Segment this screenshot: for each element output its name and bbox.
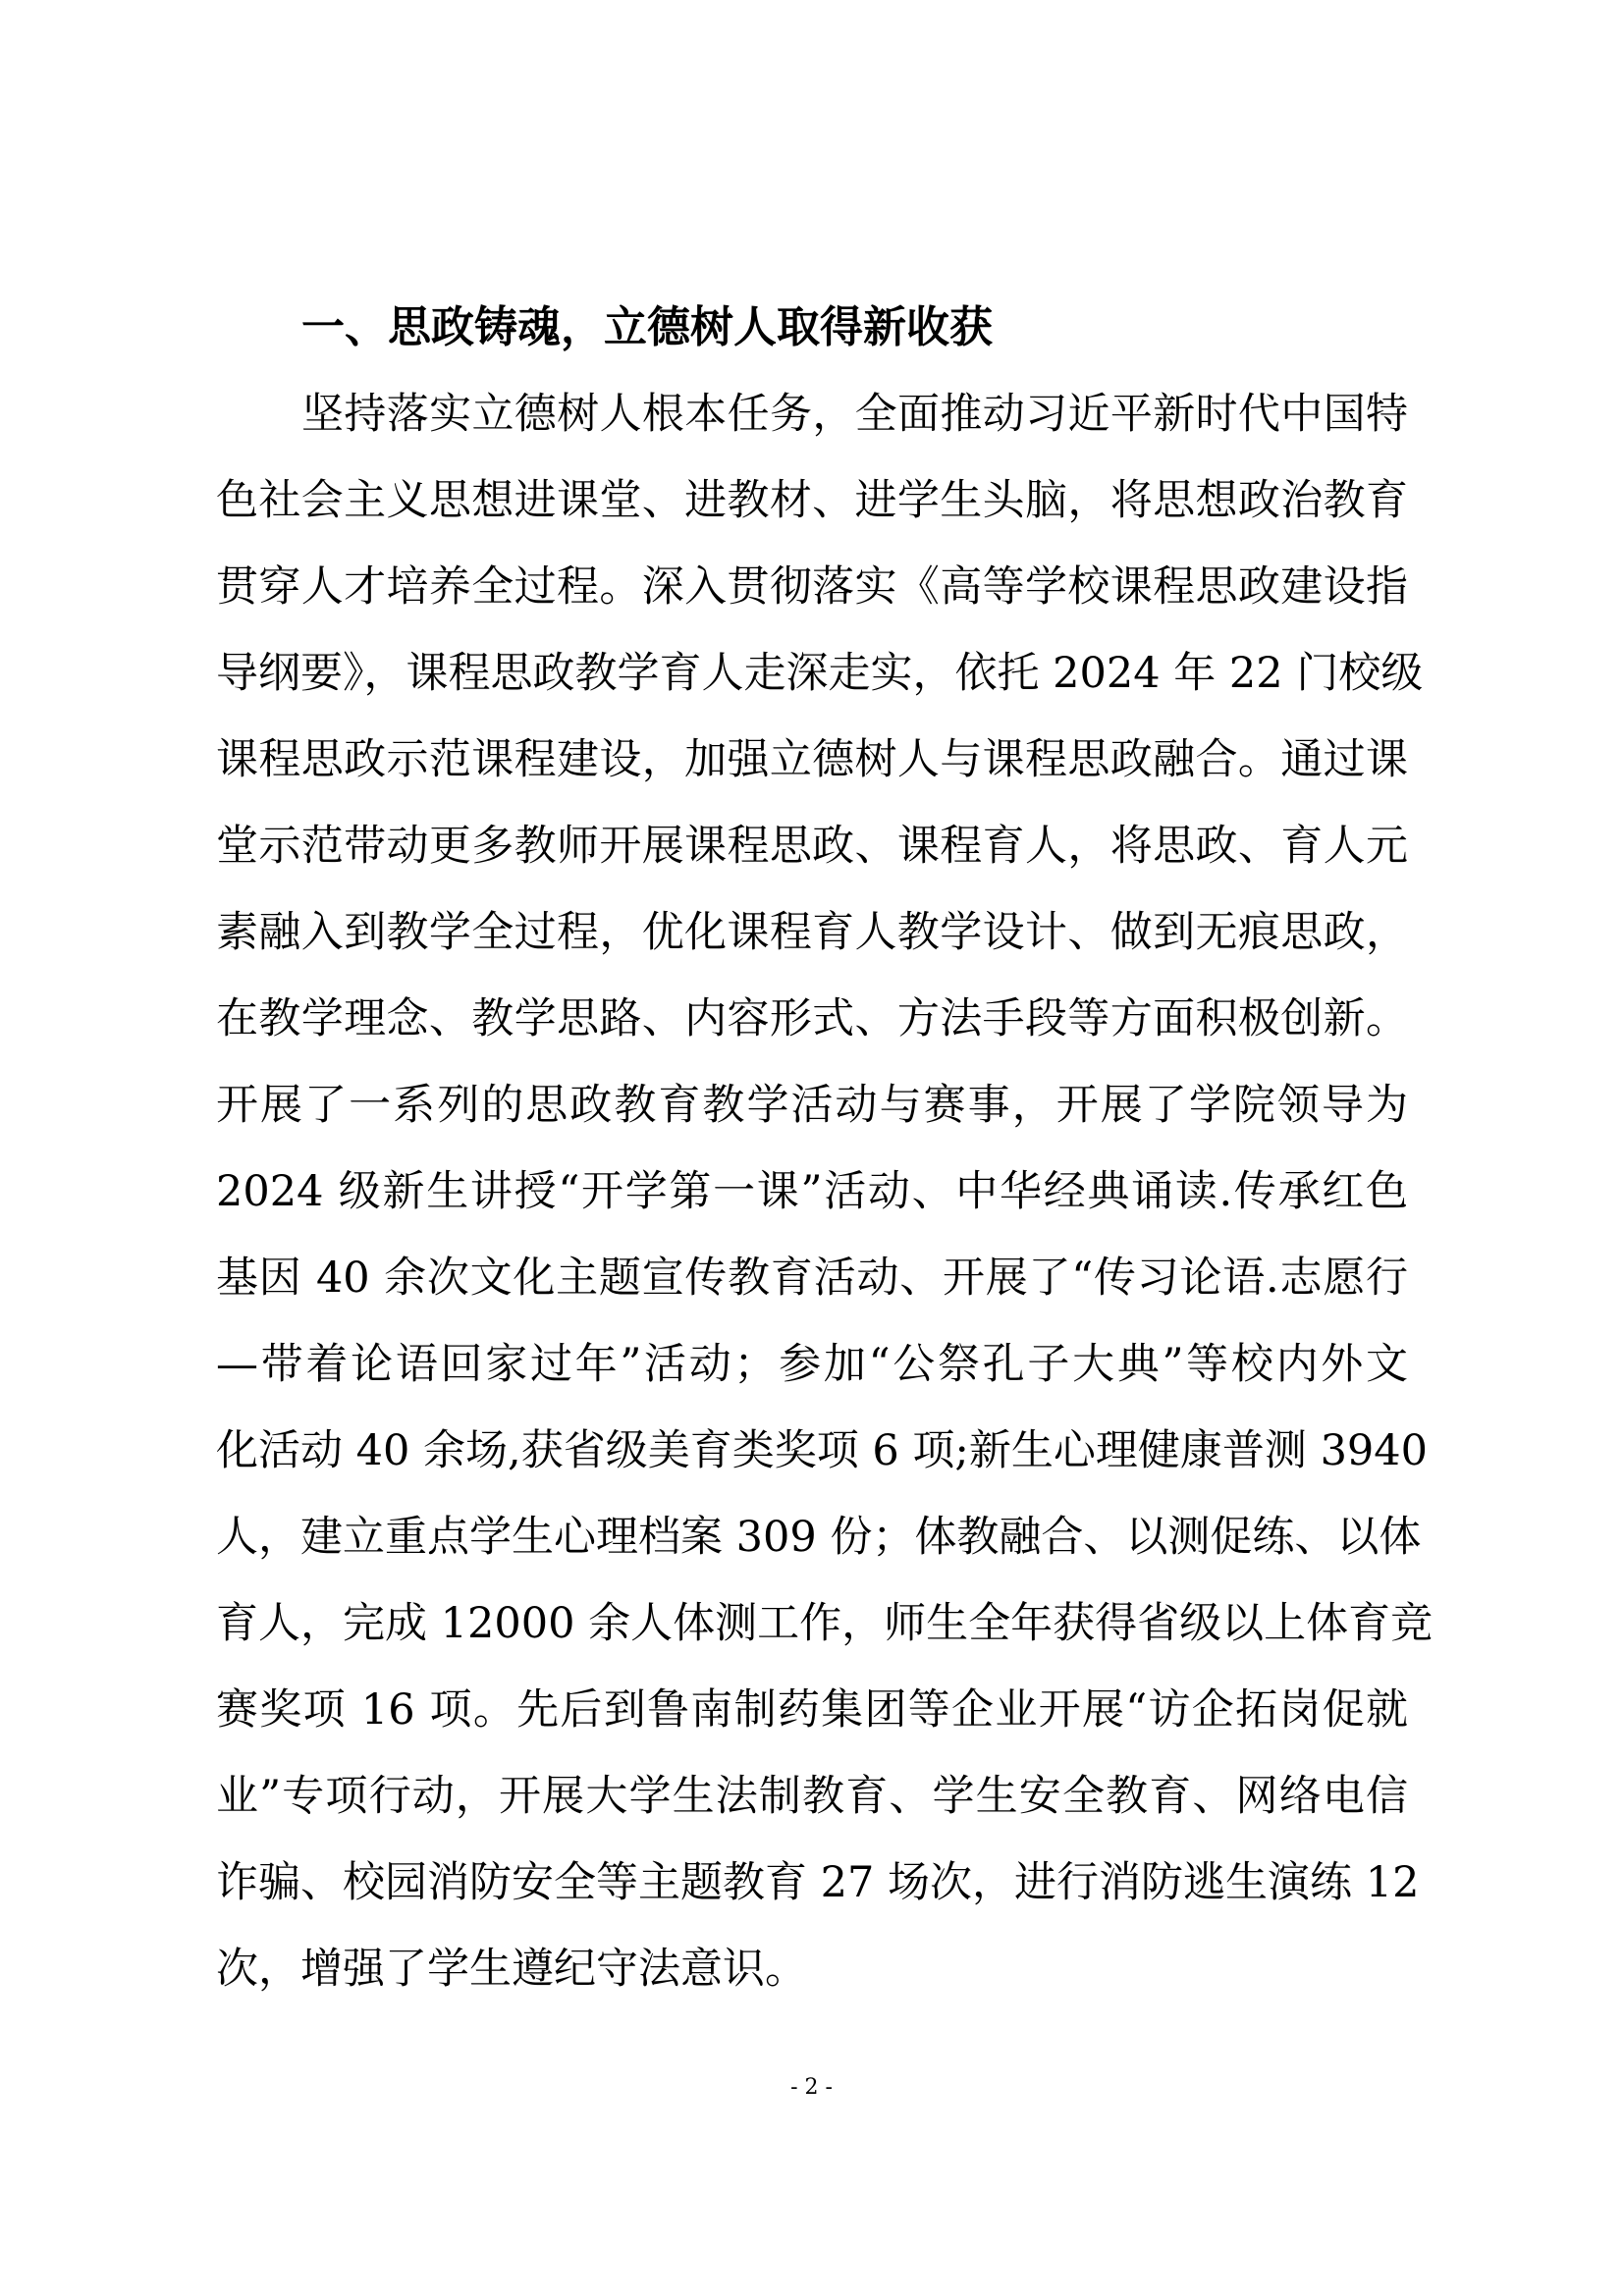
- paragraph-line: 人，建立重点学生心理档案 309 份；体教融合、以测促练、以体: [216, 1513, 1422, 1562]
- paragraph-line: 诈骗、校园消防安全等主题教育 27 场次，进行消防逃生演练 12: [216, 1858, 1420, 1907]
- paragraph-line: 次，增强了学生遵纪守法意识。: [216, 1945, 807, 1994]
- paragraph-line: 育人，完成 12000 余人体测工作，师生全年获得省级以上体育竞: [216, 1599, 1434, 1648]
- paragraph-line: 坚持落实立德树人根本任务，全面推动习近平新时代中国特: [301, 390, 1408, 439]
- paragraph-line: 赛奖项 16 项。先后到鲁南制药集团等企业开展“访企拓岗促就: [216, 1685, 1408, 1735]
- paragraph-line: 2024 级新生讲授“开学第一课”活动、中华经典诵读.传承红色: [216, 1167, 1408, 1216]
- paragraph-line: 在教学理念、教学思路、内容形式、方法手段等方面积极创新。: [216, 994, 1408, 1043]
- paragraph-line: 堂示范带动更多教师开展课程思政、课程育人，将思政、育人元: [216, 822, 1408, 871]
- paragraph-line: 贯穿人才培养全过程。深入贯彻落实《高等学校课程思政建设指: [216, 562, 1408, 612]
- paragraph-line: 开展了一系列的思政教育教学活动与赛事，开展了学院领导为: [216, 1081, 1408, 1130]
- paragraph-line: 素融入到教学全过程，优化课程育人教学设计、做到无痕思政，: [216, 908, 1408, 957]
- paragraph-line: 基因 40 余次文化主题宣传教育活动、开展了“传习论语.志愿行: [216, 1254, 1408, 1303]
- paragraph-line: 业”专项行动，开展大学生法制教育、学生安全教育、网络电信: [216, 1772, 1408, 1821]
- section-heading: 一、思政铸魂，立德树人取得新收获: [301, 302, 993, 352]
- paragraph-line: 课程思政示范课程建设，加强立德树人与课程思政融合。通过课: [216, 735, 1408, 784]
- paragraph-line: 导纲要》，课程思政教学育人走深走实，依托 2024 年 22 门校级: [216, 649, 1424, 698]
- page-number: - 2 -: [790, 2075, 833, 2100]
- paragraph-line: —带着论语回家过年”活动；参加“公祭孔子大典”等校内外文: [216, 1340, 1408, 1389]
- paragraph-line: 化活动 40 余场,获省级美育类奖项 6 项;新生心理健康普测 3940: [216, 1426, 1429, 1475]
- paragraph-line: 色社会主义思想进课堂、进教材、进学生头脑，将思想政治教育: [216, 476, 1408, 525]
